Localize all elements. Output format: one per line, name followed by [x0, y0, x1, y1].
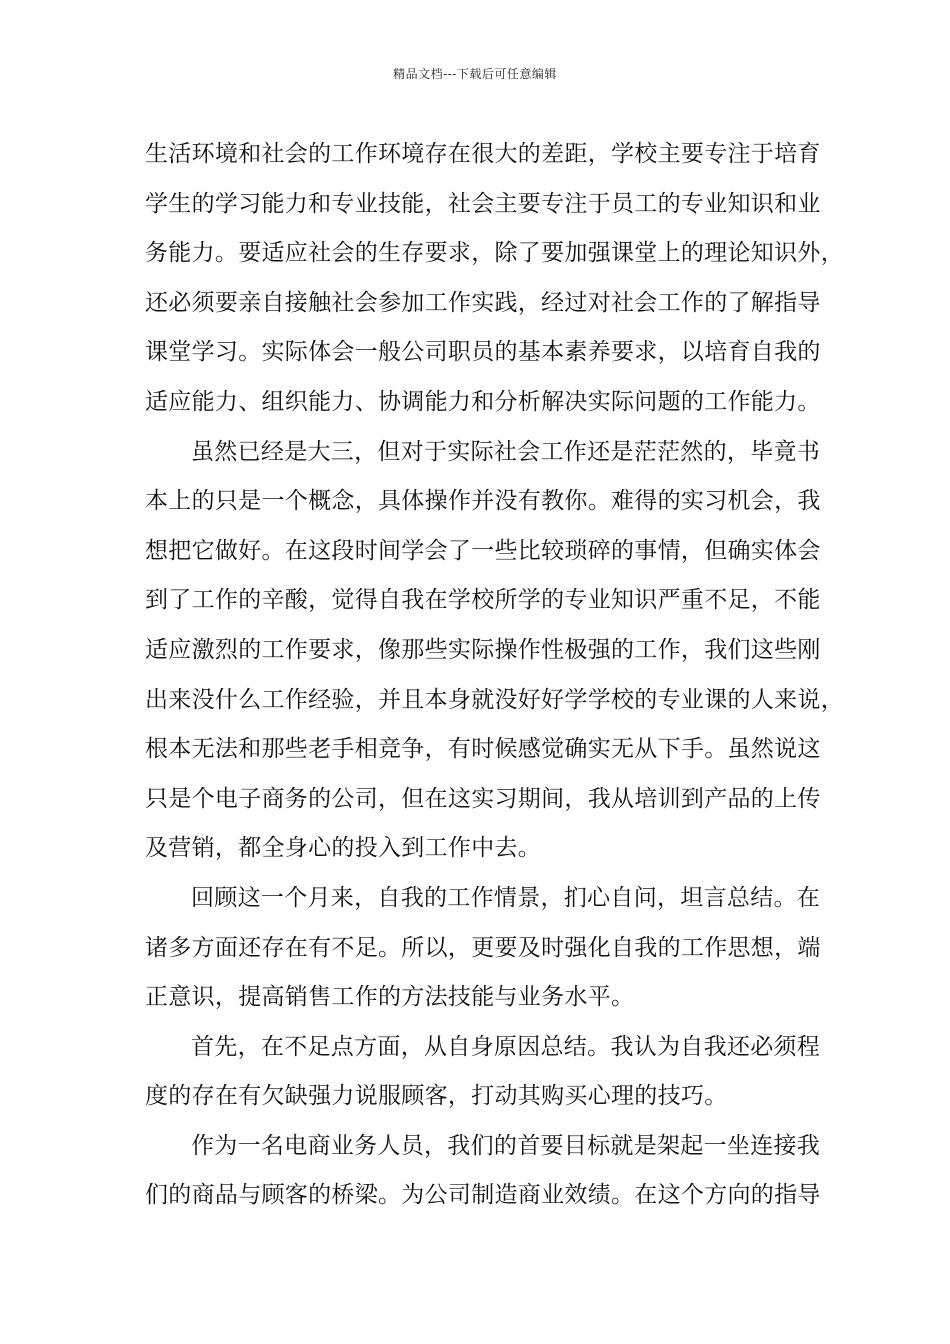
text-line: 们的商品与顾客的桥梁。为公司制造商业效绩。在这个方向的指导 [145, 1182, 821, 1209]
text-line: 生活环境和社会的工作环境存在很大的差距，学校主要专注于培育 [145, 141, 821, 167]
text-line: 本上的只是一个概念，具体操作并没有教你。难得的实习机会，我 [145, 488, 821, 515]
text-line: 想把它做好。在这段时间学会了一些比较琐碎的事情，但确实体会 [145, 537, 821, 564]
text-line: 到了工作的辛酸，觉得自我在学校所学的专业知识严重不足，不能 [145, 587, 821, 614]
text-line: 度的存在有欠缺强力说服顾客，打动其购买心理的技巧。 [145, 1083, 728, 1110]
paragraph-first-line: 虽然已经是大三，但对于实际社会工作还是茫茫然的，毕竟书 [191, 438, 821, 465]
paragraph-first-line: 回顾这一个月来，自我的工作情景，扪心自问，坦言总结。在 [191, 884, 821, 911]
text-line: 学生的学习能力和专业技能，社会主要专注于员工的专业知识和业 [145, 190, 821, 217]
text-line: 诸多方面还存在有不足。所以，更要及时强化自我的工作思想，端 [145, 934, 821, 961]
text-line: 课堂学习。实际体会一般公司职员的基本素养要求，以培育自我的 [145, 339, 821, 366]
text-line: 只是个电子商务的公司，但在这实习期间，我从培训到产品的上传 [145, 785, 821, 812]
paragraph-first-line: 首先，在不足点方面，从自身原因总结。我认为自我还必须程 [191, 1033, 821, 1060]
text-line: 还必须要亲自接触社会参加工作实践，经过对社会工作的了解指导 [145, 289, 821, 316]
page-header: 精品文档---下载后可任意编辑 [393, 67, 557, 81]
text-line: 及营销，都全身心的投入到工作中去。 [145, 835, 542, 862]
paragraph-first-line: 作为一名电商业务人员，我们的首要目标就是架起一坐连接我 [191, 1132, 821, 1159]
text-line: 务能力。要适应社会的生存要求，除了要加强课堂上的理论知识外， [145, 240, 844, 267]
text-line: 正意识，提高销售工作的方法技能与业务水平。 [145, 984, 635, 1011]
document-body [145, 130, 844, 1221]
text-line: 根本无法和那些老手相竞争，有时候感觉确实无从下手。虽然说这 [145, 736, 821, 763]
text-line: 适应能力、组织能力、协调能力和分析解决实际问题的工作能力。 [145, 388, 821, 415]
text-line: 出来没什么工作经验，并且本身就没好好学学校的专业课的人来说， [145, 686, 844, 713]
text-line: 适应激烈的工作要求，像那些实际操作性极强的工作，我们这些刚 [145, 636, 821, 663]
